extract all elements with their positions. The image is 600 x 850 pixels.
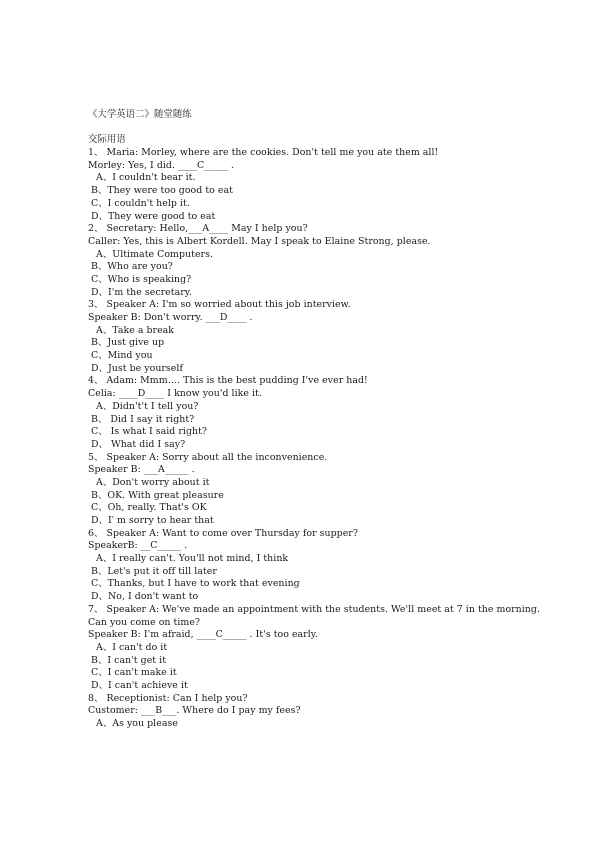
answer-option: D、I′ m sorry to hear that: [91, 515, 214, 526]
document-title: 《大学英语二》随堂随练: [88, 109, 192, 120]
answer-option: C、Oh, really. That's OK: [91, 502, 207, 514]
document-page: [88, 109, 588, 731]
answer-option: D、No, I don't want to: [91, 591, 199, 603]
section-heading: 交际用语: [88, 134, 126, 146]
answer-option: B、Let's put it off till later: [91, 565, 217, 577]
question-line: 8、 Receptionist: Can I help you?: [88, 692, 248, 704]
answer-option: D、Just be yourself: [91, 362, 183, 374]
question-line: 6、 Speaker A: Want to come over Thursday for supper?: [88, 527, 358, 539]
answer-option: A、Don't worry about it: [96, 476, 210, 488]
answer-option: A、As you please: [96, 718, 178, 729]
question-line: Caller: Yes, this is Albert Kordell. May I speak to Elaine Strong, please.: [88, 235, 431, 247]
answer-option: B、OK. With great pleasure: [91, 489, 224, 501]
answer-option: C、I can't make it: [91, 667, 177, 679]
question-line: Can you come on time?: [88, 616, 200, 628]
answer-option: A、I can't do it: [96, 641, 168, 653]
question-line: 3、 Speaker A: I'm so worried about this job interview.: [88, 299, 351, 311]
answer-option: D、I can't achieve it: [91, 679, 188, 691]
answer-option: B、 Did I say it right?: [91, 413, 195, 425]
exercise-list: [88, 147, 588, 731]
answer-option: B、I can't get it: [91, 654, 167, 666]
question-line: 5、 Speaker A: Sorry about all the inconvenience.: [88, 451, 328, 463]
answer-option: C、Mind you: [91, 350, 153, 362]
answer-option: A、Take a break: [96, 324, 175, 336]
answer-option: C、I couldn't help it.: [91, 197, 190, 209]
question-line: Speaker B: ___A_____ .: [88, 464, 195, 476]
answer-option: A、I couldn't bear it.: [96, 172, 196, 184]
answer-option: A、Ultimate Computers.: [96, 248, 213, 260]
question-line: Customer: ___B___. Where do I pay my fees?: [88, 705, 301, 717]
question-line: 7、 Speaker A: We've made an appointment with the students. We'll meet at 7 in the morning.: [88, 603, 540, 615]
answer-option: B、Who are you?: [91, 261, 173, 273]
question-line: Speaker B: I'm afraid, ____C_____ . It's too early.: [88, 629, 318, 641]
answer-option: D、I'm the secretary.: [91, 286, 192, 298]
question-line: 1、 Maria: Morley, where are the cookies. Don't tell me you ate them all!: [88, 147, 439, 159]
answer-option: B、Just give up: [91, 337, 165, 349]
answer-option: A、I really can't. You'll not mind, I think: [96, 553, 289, 565]
question-line: Morley: Yes, I did. ____C_____ .: [88, 159, 234, 171]
question-line: Speaker B: Don't worry. ___D____ .: [88, 312, 253, 323]
answer-option: D、 What did I say?: [91, 438, 186, 450]
answer-option: D、They were good to eat: [91, 210, 216, 222]
answer-option: C、Who is speaking?: [91, 273, 192, 285]
question-line: Celia: ____D____ I know you'd like it.: [88, 388, 262, 400]
question-line: SpeakerB: __C_____ .: [88, 540, 188, 552]
answer-option: C、Thanks, but I have to work that evening: [91, 578, 300, 590]
answer-option: B、They were too good to eat: [91, 185, 233, 197]
answer-option: C、 Is what I said right?: [91, 426, 207, 438]
question-line: 4、 Adam: Mmm…. This is the best pudding I've ever had!: [88, 375, 368, 387]
answer-option: A、Didn't't I tell you?: [96, 400, 199, 412]
question-line: 2、 Secretary: Hello,___A____ May I help you?: [88, 223, 308, 235]
